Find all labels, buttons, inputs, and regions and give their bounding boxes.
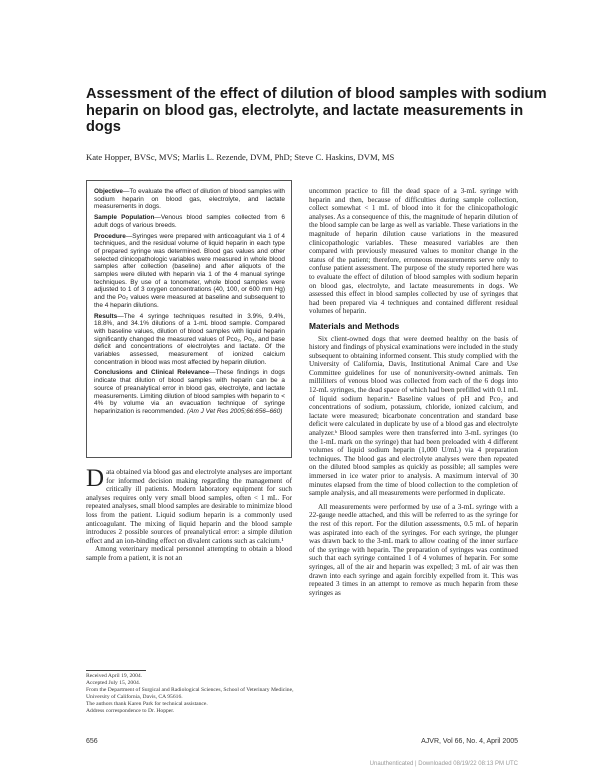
- author-list: Kate Hopper, BVSc, MVS; Marlis L. Rezende, DVM, PhD; Steve C. Haskins, DVM, MS: [86, 152, 395, 162]
- sample-text: —Venous blood samples collected from 6 adult dogs of various breeds.: [94, 214, 285, 229]
- right-column-body: [309, 187, 518, 597]
- footnotes: [86, 673, 298, 714]
- download-watermark: Unauthenticated | Downloaded 08/19/22 08:13 PM UTC: [369, 761, 518, 767]
- objective-text: —To evaluate the effect of dilution of blood samples with sodium heparin on blood gas, electrolyte, and lactate measurements in dogs.: [94, 188, 285, 211]
- footnote-thanks: The authors thank Karen Park for technical assistance.: [86, 700, 208, 707]
- sample-label: Sample Population: [94, 214, 155, 222]
- conclusions-label: Conclusions and Clinical Relevance: [94, 369, 210, 377]
- footnote-address: Address correspondence to Dr. Hopper.: [86, 707, 175, 714]
- results-text: —The 4 syringe techniques resulted in 3.9%, 9.4%, 18.8%, and 34.1% dilutions of a 1-mL blood sample. Compared with baseline values, dilution of blood samples with liquid heparin significantly changed the measured values of Pco₂, Po₂, and base deficit and concentrations of electrolytes and lactate. Of the variables assessed, measurement of ionized calcium concentration in blood was most affected by heparin dilution.: [94, 312, 285, 366]
- methods-paragraph-1: Six client-owned dogs that were deemed healthy on the basis of history and findings of physical examinations were included in the study subsequent to obtaining informed consent. This study complied with the University of California, Davis, Institutional Animal Care and Use Committee guidelines for use of nonuniversity-owned animals. Ten milliliters of venous blood was collected from each of the 6 dogs into 12-mL syringes, the dead space of which had been prefilled with 0.1 mL of liquid sodium heparin.ᵃ Baseline values of pH and Pco₂ and concentrations of sodium, potassium, chloride, ionized calcium, and lactate were measured; bicarbonate concentration and standard base deficit were calculated in duplicate by use of a blood gas and electrolyte analyzer.ᵇ Blood samples were then transferred into 3-mL syringes (to the 1-mL mark on the syringe) that had been preloaded with 4 different volumes of liquid sodium heparin (1,000 U/mL) via 4 preparation techniques. The blood gas and electrolyte analyses were then repeated on the diluted blood samples as quickly as possible; all samples were immersed in ice water prior to analysis. A maximum interval of 30 minutes elapsed from the time of blood collection to the completion of sample analysis, and all measurements were performed in duplicate.: [309, 334, 518, 498]
- abstract-sample: [94, 214, 285, 229]
- intro-p1-text: ata obtained via blood gas and electrolyte analyses are important for informed decision making regarding the management of critically ill patients. Modern laboratory equipment for such analyses requires only very small blood samples, often < 1 mL. For repeated analyses, small blood samples are desirable to minimize blood loss from the patient. Liquid sodium heparin is a commonly used anticoagulant. The mixing of liquid heparin and the blood sample introduces 2 possible sources of preanalytical error: a simple dilution effect and an ion-binding effect on divalent cations such as calcium.¹: [86, 468, 292, 545]
- intro-paragraph-3: uncommon practice to fill the dead space of a 3-mL syringe with heparin and then, because of difficulties during sample collection, collect somewhat < 1 mL of blood into it for the clinicopathologic analyses. As a consequence of this, the magnitude of heparin dilution of the blood sample can be large as well as variable. These variations in the magnitude of heparin dilution cause variations in the measured clinicopathologic variables. These measured variables are then compared with previously measured values to monitor change in the status of the patient; therefore, erroneous measurements serve only to confuse patient assessment. The purpose of the study reported here was to evaluate the effect of dilution of blood samples with sodium heparin on blood gas, electrolyte, and lactate measurements in dogs. We assessed this effect in blood samples collected by use of syringes that had been prepared via 4 techniques and contained different residual volumes of heparin.: [309, 187, 518, 316]
- left-column-body: [86, 465, 292, 563]
- abstract-objective: [94, 188, 285, 211]
- results-label: Results: [94, 312, 118, 320]
- objective-label: Objective: [94, 188, 123, 195]
- abstract-results: [94, 313, 285, 367]
- intro-paragraph-1: [86, 465, 292, 545]
- abstract-citation: (Am J Vet Res 2005;66:656–660): [187, 407, 283, 415]
- intro-paragraph-2: Among veterinary medical personnel attempting to obtain a blood sample from a patient, it is not an: [86, 545, 292, 562]
- abstract-box: [86, 180, 292, 458]
- procedure-text: —Syringes were prepared with anticoagulant via 1 of 4 techniques, and the residual volume of liquid heparin in each type of prepared syringe was determined. Blood gas values and other selected clinicopathologic variables were measured in whole blood samples after collection (baseline) and after aliquots of the samples were diluted with heparin via 1 of the 4 manual syringe techniques. By use of a tonometer, whole blood samples were adjusted to 1 of 3 oxygen concentrations (40, 100, or 600 mm Hg) and the Po₂ values were measured at baseline and subsequent to the 4 heparin dilutions.: [94, 232, 285, 309]
- methods-heading: Materials and Methods: [309, 320, 400, 331]
- drop-cap: D: [86, 465, 105, 492]
- journal-footer: AJVR, Vol 66, No. 4, April 2005: [421, 738, 518, 745]
- methods-paragraph-2: All measurements were performed by use of a 3-mL syringe with a 22-gauge needle attached, and this will be referred to as the syringe for the rest of this report. For the dilution assessments, 0.5 mL of heparin was aspirated into each of the syringes. For each syringe, the plunger was drawn back to the 3-mL mark to allow coating of the inner surface of the syringe with heparin. The preparation of syringes was continued such that each syringe contained 1 of 4 volumes of heparin. For some syringes, all of the air and heparin was expelled; 3 mL of air was then drawn into each syringe and again forcibly expelled from it. This was repeated 3 times in an attempt to remove as much heparin from these syringes as: [309, 502, 518, 597]
- footnote-received: Received April 19, 2004.: [86, 673, 143, 679]
- abstract-procedure: [94, 233, 285, 310]
- page-number: 656: [86, 738, 98, 745]
- procedure-label: Procedure: [94, 232, 126, 240]
- conclusions-text: —These findings in dogs indicate that dilution of blood samples with heparin can be a source of preanalytical error in blood gas, electrolyte, and lactate measurements. Limiting dilution of blood samples with heparin to < 4% by volume via an evacuation technique of syringe heparinization is recommended.: [94, 369, 286, 415]
- article-title: Assessment of the effect of dilution of blood samples with sodium heparin on blood gas, electrolyte, and lactate measurements in dogs: [86, 86, 547, 136]
- footnote-accepted: Accepted July 15, 2004.: [86, 679, 141, 686]
- footnote-affiliation: From the Department of Surgical and Radiological Sciences, School of Veterinary Medicine, University of California, Davis, CA 95616.: [86, 686, 294, 700]
- abstract-conclusions: [94, 369, 285, 415]
- footnote-divider: [86, 670, 146, 671]
